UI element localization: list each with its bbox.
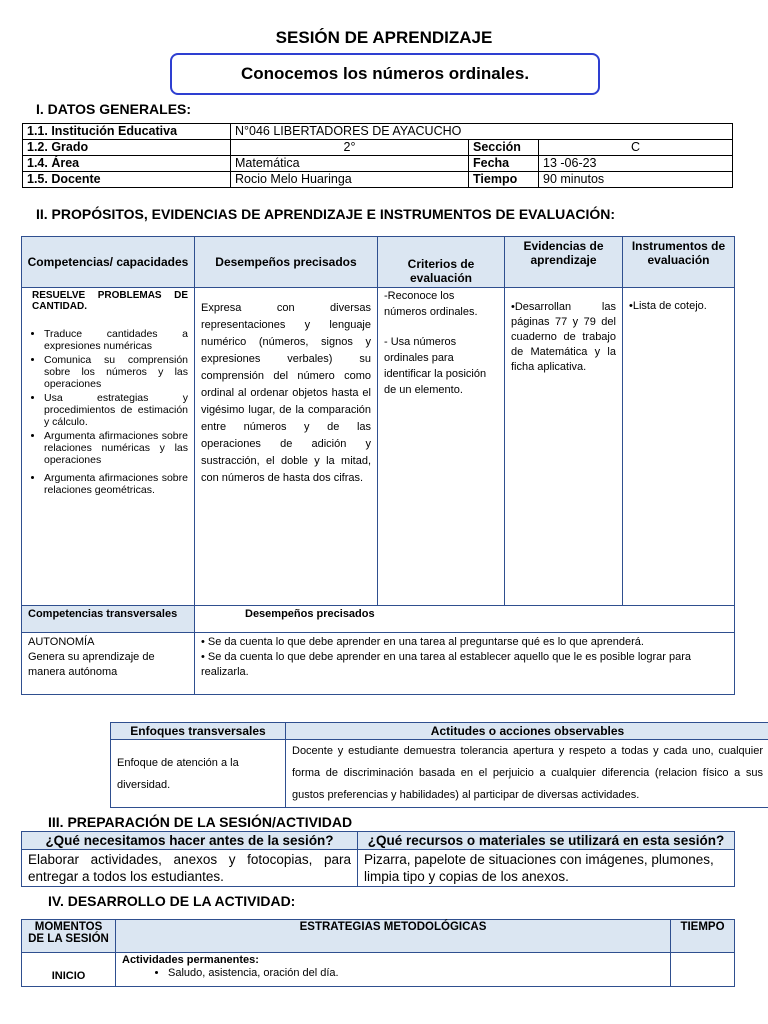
list-item: • Usa estrategias y procedimientos de estimación y cálculo. (44, 392, 188, 428)
autonomia-title: AUTONOMÍA (28, 636, 95, 648)
competencia-title: RESUELVE PROBLEMAS DE CANTIDAD. (32, 290, 188, 312)
instrumento-cell: •Lista de cotejo. (623, 288, 735, 606)
list-item: • Se da cuenta lo que debe aprender en una tarea al establecer aquello que le es posible lograr para realizarla. (201, 651, 692, 678)
perm-title: Actividades permanentes: (122, 954, 259, 966)
label-fecha: Fecha (469, 156, 539, 172)
page-title: SESIÓN DE APRENDIZAJE (275, 28, 493, 47)
list-item: • Comunica su comprensión sobre los números y las operaciones (44, 354, 188, 390)
desarrollo-table (21, 919, 735, 987)
label-institucion: 1.1. Institución Educativa (23, 124, 231, 140)
autonomia-desempenos-cell (195, 633, 735, 695)
list-item: • Traduce cantidades a expresiones numéricas (44, 328, 188, 352)
desempeno-cell: Expresa con diversas representaciones y lenguaje numérico (números, signos y expresiones verbales) su comprensión del número como ordinal al ordenar objetos hasta el vigésimo lugar, de la comparación entre números y de las operaciones de adición y sustracción, el doble y la mitad, con números de hasta dos cifras. (195, 288, 378, 606)
value-grado: 2° (231, 140, 469, 156)
enfoque-cell: Enfoque de atención a la diversidad. (111, 740, 286, 808)
table-row (22, 288, 735, 606)
header-instrumentos: Instrumentos de evaluación (623, 237, 735, 288)
criterio-1: -Reconoce los números ordinales. (384, 290, 478, 318)
label-tiempo: Tiempo (469, 172, 539, 188)
section-4-heading: IV. DESARROLLO DE LA ACTIVIDAD: (48, 893, 296, 909)
section-3-heading: III. PREPARACIÓN DE LA SESIÓN/ACTIVIDAD (48, 814, 353, 830)
table-row (23, 140, 733, 156)
table-header-row (111, 723, 768, 740)
header-enfoques: Enfoques transversales (111, 723, 286, 740)
label-docente: 1.5. Docente (23, 172, 231, 188)
table-header-row (22, 832, 735, 850)
table-row (22, 850, 735, 887)
value-docente: Rocio Melo Huaringa (231, 172, 469, 188)
header-desempenos: Desempeños precisados (195, 237, 378, 288)
session-title: Conocemos los números ordinales. (240, 64, 530, 83)
transversales-label: Competencias transversales (22, 606, 195, 633)
header-evidencias: Evidencias de aprendizaje (505, 237, 623, 288)
competencias-table (21, 236, 735, 695)
header-momentos: MOMENTOS DE LA SESIÓN (22, 920, 116, 953)
table-row (23, 124, 733, 140)
table-row (23, 172, 733, 188)
header-question-2: ¿Qué recursos o materiales se utilizará en esta sesión? (358, 832, 735, 850)
section-1-heading: I. DATOS GENERALES: (36, 101, 192, 117)
table-row (22, 953, 735, 987)
session-title-box (170, 53, 600, 95)
autonomia-cell (22, 633, 195, 695)
moment-inicio: INICIO (22, 953, 116, 987)
header-actitudes: Actitudes o acciones observables (286, 723, 768, 740)
preparacion-table (21, 831, 735, 887)
enfoques-table (110, 722, 768, 808)
actitud-cell: Docente y estudiante demuestra tolerancia apertura y respeto a todas y cada uno, cualquier forma de discriminación basada en el perjuicio a cualquier diferencia (relacion físico a sus gustos preferencias y habilidades) al participar de diversas actividades. (286, 740, 768, 808)
header-question-1: ¿Qué necesitamos hacer antes de la sesión? (22, 832, 358, 850)
capacidades-list (28, 328, 188, 496)
autonomia-text: Genera su aprendizaje de manera autónoma (28, 651, 155, 678)
header-tiempo: TIEMPO (671, 920, 735, 953)
answer-1: Elaborar actividades, anexos y fotocopias, para entregar a todos los estudiantes. (22, 850, 358, 887)
list-item: • Argumenta afirmaciones sobre relaciones numéricas y las operaciones (44, 430, 188, 466)
list-item: • Saludo, asistencia, oración del día. (168, 967, 664, 979)
table-header-row (22, 920, 735, 953)
table-row (23, 156, 733, 172)
estrategias-cell (116, 953, 671, 987)
header-competencias: Competencias/ capacidades (22, 237, 195, 288)
value-institucion: N°046 LIBERTADORES DE AYACUCHO (231, 124, 733, 140)
label-seccion: Sección (469, 140, 539, 156)
value-seccion: C (539, 140, 733, 156)
list-item: • Argumenta afirmaciones sobre relaciones geométricas. (44, 472, 188, 496)
transversales-desempenos-label: Desempeños precisados (195, 606, 735, 633)
table-row (22, 606, 735, 633)
label-area: 1.4. Área (23, 156, 231, 172)
table-header-row (22, 237, 735, 288)
header-criterios: Criterios de evaluación (378, 237, 505, 288)
table-row (111, 740, 768, 808)
criterio-2: - Usa números ordinales para identificar la posición de un elemento. (384, 336, 487, 396)
competencias-cell (22, 288, 195, 606)
answer-2: Pizarra, papelote de situaciones con imágenes, plumones, limpia tipo y copias de los anexos. (358, 850, 735, 887)
list-item: • Se da cuenta lo que debe aprender en una tarea al preguntarse qué es lo que aprenderá. (201, 636, 644, 648)
value-tiempo: 90 minutos (539, 172, 733, 188)
table-row (22, 633, 735, 695)
section-2-heading: II. PROPÓSITOS, EVIDENCIAS DE APRENDIZAJE E INSTRUMENTOS DE EVALUACIÓN: (36, 206, 616, 222)
perm-list (122, 967, 664, 979)
value-fecha: 13 -06-23 (539, 156, 733, 172)
tiempo-cell (671, 953, 735, 987)
value-area: Matemática (231, 156, 469, 172)
header-estrategias: ESTRATEGIAS METODOLÓGICAS (116, 920, 671, 953)
datos-generales-table (22, 123, 733, 188)
criterios-cell (378, 288, 505, 606)
label-grado: 1.2. Grado (23, 140, 231, 156)
evidencia-cell: •Desarrollan las páginas 77 y 79 del cuaderno de trabajo de Matemática y la ficha aplicativa. (505, 288, 623, 606)
